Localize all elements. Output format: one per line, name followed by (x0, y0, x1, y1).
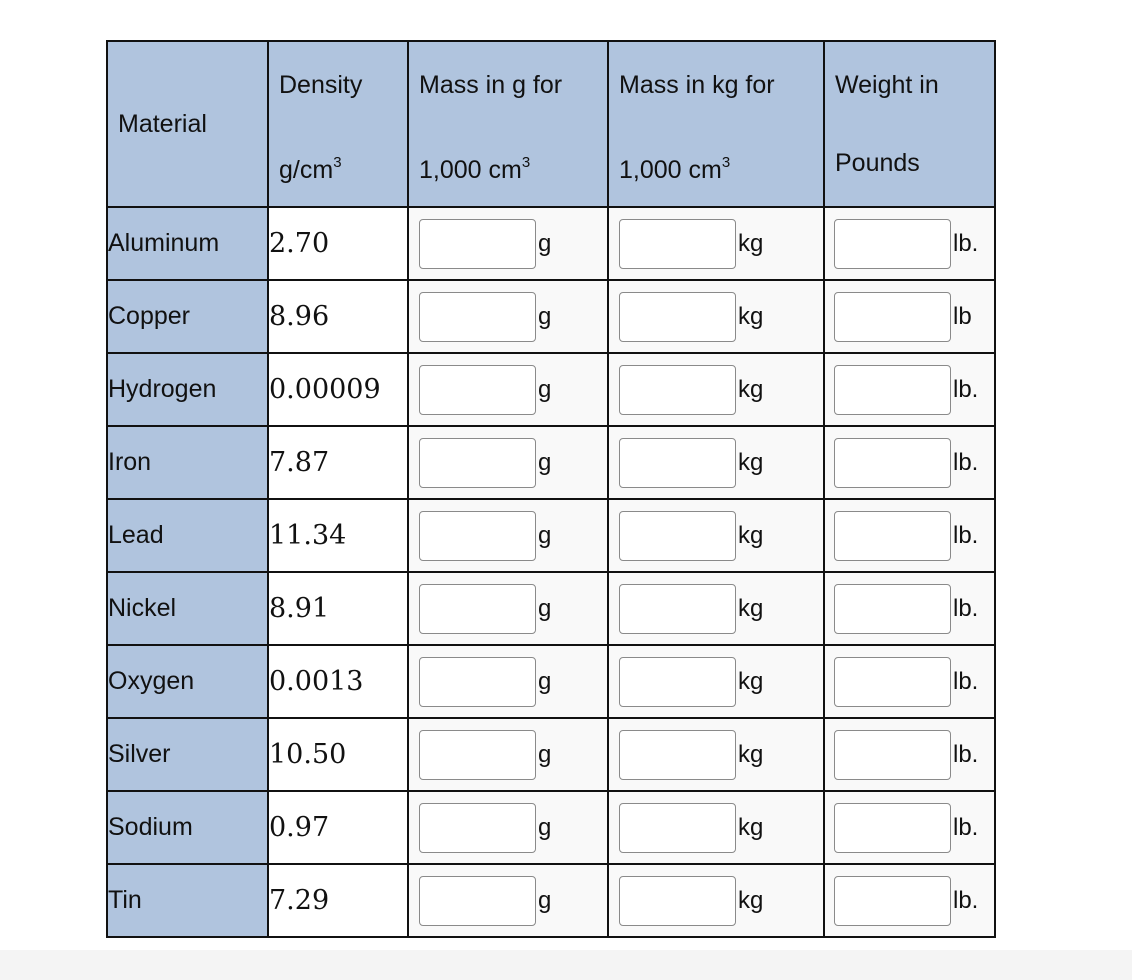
material-cell: Oxygen (107, 645, 268, 718)
weight-lb-input[interactable] (834, 365, 951, 415)
header-material: Material (107, 41, 268, 207)
density-value: 7.87 (268, 426, 408, 499)
material-cell: Aluminum (107, 207, 268, 280)
unit-g-label: g (538, 740, 552, 768)
unit-g-label: g (538, 448, 552, 476)
mass-kg-cell (608, 280, 824, 353)
mass-kg-input[interactable] (619, 511, 736, 561)
mass-kg-cell (608, 353, 824, 426)
weight-lb-input[interactable] (834, 292, 951, 342)
mass-g-input[interactable] (419, 219, 536, 269)
mass-kg-cell (608, 791, 824, 864)
mass-g-cell (408, 864, 608, 937)
weight-lb-input[interactable] (834, 438, 951, 488)
mass-kg-cell (608, 572, 824, 645)
unit-kg-label: kg (738, 302, 764, 330)
weight-lb-cell (824, 645, 995, 718)
density-table (106, 40, 996, 938)
mass-kg-cell (608, 718, 824, 791)
table-body (107, 207, 995, 937)
table-row (107, 353, 995, 426)
table-row (107, 864, 995, 937)
mass-g-cell (408, 353, 608, 426)
weight-lb-cell (824, 572, 995, 645)
unit-kg-label: kg (738, 375, 764, 403)
mass-g-input[interactable] (419, 584, 536, 634)
unit-lb-label: lb. (953, 594, 979, 622)
header-weight-unit: Pounds (835, 149, 920, 177)
mass-kg-input[interactable] (619, 365, 736, 415)
mass-g-input[interactable] (419, 730, 536, 780)
mass-g-input[interactable] (419, 511, 536, 561)
material-cell: Tin (107, 864, 268, 937)
unit-g-label: g (538, 521, 552, 549)
table-row (107, 718, 995, 791)
unit-g-label: g (538, 229, 552, 257)
header-mass-kg-label: Mass in kg for (619, 71, 775, 99)
mass-kg-cell (608, 207, 824, 280)
unit-kg-label: kg (738, 740, 764, 768)
unit-lb-label: lb. (953, 813, 979, 841)
header-density-unit: $g/cm^3$ (279, 154, 342, 184)
mass-kg-cell (608, 426, 824, 499)
mass-g-input[interactable] (419, 657, 536, 707)
table-row (107, 426, 995, 499)
unit-g-label: g (538, 886, 552, 914)
weight-lb-cell (824, 207, 995, 280)
material-cell: Silver (107, 718, 268, 791)
density-value: 11.34 (268, 499, 408, 572)
weight-lb-cell (824, 353, 995, 426)
mass-g-cell (408, 572, 608, 645)
density-value: 8.96 (268, 280, 408, 353)
weight-lb-cell (824, 864, 995, 937)
mass-g-input[interactable] (419, 365, 536, 415)
weight-lb-cell (824, 499, 995, 572)
weight-lb-cell (824, 791, 995, 864)
unit-g-label: g (538, 375, 552, 403)
unit-kg-label: kg (738, 886, 764, 914)
table-row (107, 572, 995, 645)
mass-kg-cell (608, 645, 824, 718)
unit-lb-label: lb. (953, 667, 979, 695)
weight-lb-cell (824, 280, 995, 353)
unit-g-label: g (538, 667, 552, 695)
density-value: 2.70 (268, 207, 408, 280)
material-cell: Nickel (107, 572, 268, 645)
mass-g-input[interactable] (419, 876, 536, 926)
header-row (107, 41, 995, 207)
unit-lb-label: lb. (953, 521, 979, 549)
mass-g-cell (408, 207, 608, 280)
header-mass-g (408, 41, 608, 207)
weight-lb-input[interactable] (834, 584, 951, 634)
unit-kg-label: kg (738, 521, 764, 549)
mass-g-cell (408, 280, 608, 353)
weight-lb-input[interactable] (834, 730, 951, 780)
mass-kg-input[interactable] (619, 219, 736, 269)
weight-lb-input[interactable] (834, 219, 951, 269)
weight-lb-input[interactable] (834, 511, 951, 561)
table-row (107, 280, 995, 353)
mass-g-cell (408, 718, 608, 791)
table-row (107, 791, 995, 864)
density-value: 8.91 (268, 572, 408, 645)
unit-kg-label: kg (738, 813, 764, 841)
header-density (268, 41, 408, 207)
density-value: 0.97 (268, 791, 408, 864)
table-row (107, 207, 995, 280)
unit-g-label: g (538, 813, 552, 841)
mass-kg-input[interactable] (619, 730, 736, 780)
unit-kg-label: kg (738, 229, 764, 257)
material-cell: Copper (107, 280, 268, 353)
unit-lb-label: lb. (953, 740, 979, 768)
header-density-label: Density (279, 71, 363, 99)
header-mass-g-label: Mass in g for (419, 71, 563, 99)
unit-lb-label: lb. (953, 886, 979, 914)
mass-kg-input[interactable] (619, 657, 736, 707)
mass-kg-input[interactable] (619, 803, 736, 853)
unit-kg-label: kg (738, 448, 764, 476)
mass-kg-input[interactable] (619, 438, 736, 488)
mass-kg-cell (608, 499, 824, 572)
header-weight-label: Weight in (835, 71, 939, 99)
unit-kg-label: kg (738, 594, 764, 622)
unit-kg-label: kg (738, 667, 764, 695)
table-row (107, 645, 995, 718)
mass-kg-cell (608, 864, 824, 937)
density-value: 7.29 (268, 864, 408, 937)
header-mass-kg-unit: 1,000 $cm^3$ (619, 154, 731, 184)
mass-g-cell (408, 645, 608, 718)
mass-kg-input[interactable] (619, 876, 736, 926)
weight-lb-cell (824, 718, 995, 791)
unit-lb-label: lb. (953, 229, 979, 257)
weight-lb-input[interactable] (834, 803, 951, 853)
table-row (107, 499, 995, 572)
unit-lb-label: lb. (953, 448, 979, 476)
weight-lb-cell (824, 426, 995, 499)
material-cell: Lead (107, 499, 268, 572)
page-footer-strip (0, 950, 1132, 980)
mass-g-cell (408, 499, 608, 572)
mass-kg-input[interactable] (619, 292, 736, 342)
mass-kg-input[interactable] (619, 584, 736, 634)
unit-lb-label: lb. (953, 375, 979, 403)
weight-lb-input[interactable] (834, 657, 951, 707)
header-mass-g-unit: 1,000 $cm^3$ (419, 154, 531, 184)
material-cell: Iron (107, 426, 268, 499)
mass-g-cell (408, 791, 608, 864)
material-cell: Hydrogen (107, 353, 268, 426)
mass-g-input[interactable] (419, 292, 536, 342)
density-value: 10.50 (268, 718, 408, 791)
weight-lb-input[interactable] (834, 876, 951, 926)
mass-g-input[interactable] (419, 803, 536, 853)
density-value: 0.00009 (268, 353, 408, 426)
mass-g-input[interactable] (419, 438, 536, 488)
mass-g-cell (408, 426, 608, 499)
material-cell: Sodium (107, 791, 268, 864)
header-mass-kg (608, 41, 824, 207)
unit-g-label: g (538, 302, 552, 330)
unit-g-label: g (538, 594, 552, 622)
unit-lb-label: lb (953, 302, 972, 330)
header-weight (824, 41, 995, 207)
density-value: 0.0013 (268, 645, 408, 718)
